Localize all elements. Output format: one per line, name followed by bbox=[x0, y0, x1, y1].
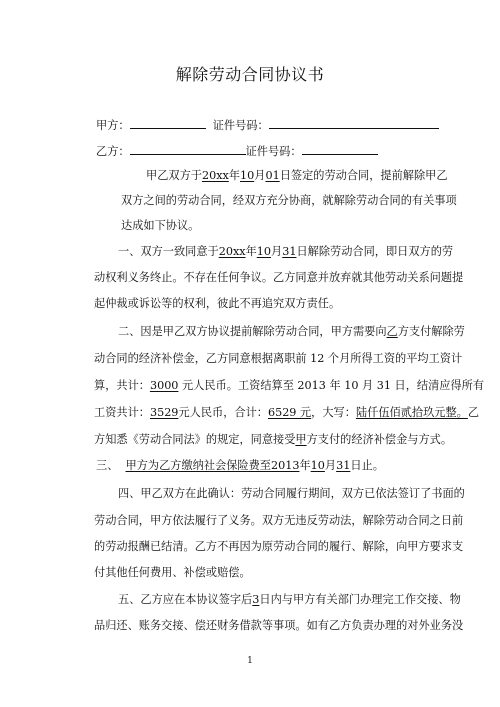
text-run: 月 bbox=[254, 169, 266, 182]
party-b-id-label: 证件号码： bbox=[245, 145, 302, 158]
text-run: 算，共计： bbox=[94, 379, 150, 392]
date-year: 20xx bbox=[218, 245, 246, 258]
date-year: 2013 bbox=[270, 459, 300, 472]
clause-2-line-4 bbox=[94, 406, 479, 420]
text-run: 日解除劳动合同，即日双方的劳 bbox=[296, 245, 454, 258]
clause-2-line-5 bbox=[94, 433, 452, 447]
underlined-clause: 甲方为乙方缴纳社会保险费至 bbox=[125, 459, 271, 472]
text-run: 一、双方一致同意于 bbox=[118, 245, 219, 258]
text-run: 月 bbox=[271, 245, 283, 258]
date-month: 10 bbox=[256, 245, 272, 258]
date-month: 10 bbox=[310, 459, 325, 472]
text-run: 日签定的劳动合同，提前解除甲乙 bbox=[279, 169, 448, 182]
text-run: 元人民币。工资结算至 2013 年 10 月 31 日，结清应得所有 bbox=[182, 379, 485, 392]
clause-4-line-2: 劳动合同，甲方依法履行了义务。双方无违反劳动法，解除劳动合同之日前 bbox=[94, 514, 464, 527]
clause-5-line-1 bbox=[118, 593, 461, 607]
text-run: 甲乙双方于 bbox=[146, 169, 202, 182]
text-run: 月 bbox=[324, 459, 337, 472]
text-run: 年 bbox=[299, 459, 311, 472]
text-run: 五、乙方应在本协议签字后 bbox=[118, 593, 253, 606]
text-run: 年 bbox=[245, 245, 257, 258]
text-run: 工资共计： bbox=[94, 406, 150, 419]
intro-line-1 bbox=[146, 169, 448, 183]
amount-total: 6529 元 bbox=[267, 406, 312, 419]
clause-4-line-1: 四、甲乙双方在此确认：劳动合同履行期间，双方已依法签订了书面的 bbox=[118, 487, 465, 500]
party-b-label: 乙方： bbox=[96, 145, 130, 158]
text-run: 元人民币，合计： bbox=[178, 406, 268, 419]
party-a-id-blank[interactable] bbox=[269, 117, 439, 129]
clause-5-line-2: 品归还、账务交接、偿还财务借款等事项。如有乙方负责办理的对外业务没 bbox=[94, 619, 464, 632]
party-b-blank[interactable] bbox=[130, 143, 246, 155]
party-a-id-label: 证件号码： bbox=[212, 119, 269, 132]
text-run: 二、因是甲乙双方协议提前解除劳动合同，甲方需要向 bbox=[118, 325, 387, 338]
clause-1-line-1 bbox=[118, 245, 453, 259]
intro-line-2: 双方之间的劳动合同，经双方充分协商，就解除劳动合同的有关事项 bbox=[121, 194, 457, 207]
date-month: 10 bbox=[240, 169, 255, 182]
text-run: 日止。 bbox=[350, 459, 384, 472]
date-day: 31 bbox=[336, 459, 351, 472]
text-run: 方支付解除劳 bbox=[397, 325, 465, 338]
amount-compensation: 3000 bbox=[149, 379, 179, 392]
amount-in-words: 陆仟伍佰贰拾玖元整。 bbox=[355, 406, 468, 419]
text-run: 方知悉《劳动合同法》的规定，同意接受 bbox=[94, 433, 296, 446]
intro-line-3: 达成如下协议。 bbox=[121, 219, 200, 232]
party-a-label: 甲方： bbox=[96, 119, 130, 132]
party-b-line bbox=[96, 143, 378, 159]
party-a-blank[interactable] bbox=[130, 117, 206, 129]
party-b-id-blank[interactable] bbox=[302, 143, 378, 155]
clause-4-line-4: 付其他任何费用、补偿或赔偿。 bbox=[94, 566, 251, 579]
date-year: 20xx bbox=[201, 169, 229, 182]
clause-1-line-3: 起仲裁或诉讼等的权利，彼此不再追究双方责任。 bbox=[94, 297, 341, 310]
text-run: 三、 bbox=[96, 459, 119, 472]
text-run: 乙 bbox=[467, 406, 480, 419]
text-run: 日内与甲方有关部门办理完工作交接、物 bbox=[259, 593, 461, 606]
underlined-party: 甲 bbox=[295, 433, 307, 446]
clause-2-line-3 bbox=[94, 379, 484, 393]
clause-2-line-2: 动合同的经济补偿金，乙方同意根据离职前 12 个月所得工资的平均工资计 bbox=[94, 352, 463, 365]
clause-4-line-3: 的劳动报酬已结清。乙方不再因为原劳动合同的履行、解除，向甲方要求支 bbox=[94, 540, 464, 553]
text-run: ，大写： bbox=[311, 406, 356, 419]
amount-wages: 3529 bbox=[149, 406, 179, 419]
date-day: 01 bbox=[265, 169, 280, 182]
date-day: 31 bbox=[282, 245, 297, 258]
underlined-party: 乙 bbox=[386, 325, 398, 338]
text-run: 方支付的经济补偿金与方式。 bbox=[306, 433, 453, 446]
days-count: 3 bbox=[252, 593, 260, 606]
document-title: 解除劳动合同协议书 bbox=[175, 65, 325, 84]
page-number: 1 bbox=[247, 656, 253, 666]
text-run: 年 bbox=[228, 169, 241, 182]
clause-2-line-1 bbox=[118, 325, 465, 339]
clause-1-line-2: 动权利义务终止。不存在任何争议。乙方同意并放弃就其他劳动关系问题提 bbox=[94, 271, 464, 284]
clause-3-line-1 bbox=[96, 459, 384, 473]
party-a-line bbox=[96, 117, 439, 133]
